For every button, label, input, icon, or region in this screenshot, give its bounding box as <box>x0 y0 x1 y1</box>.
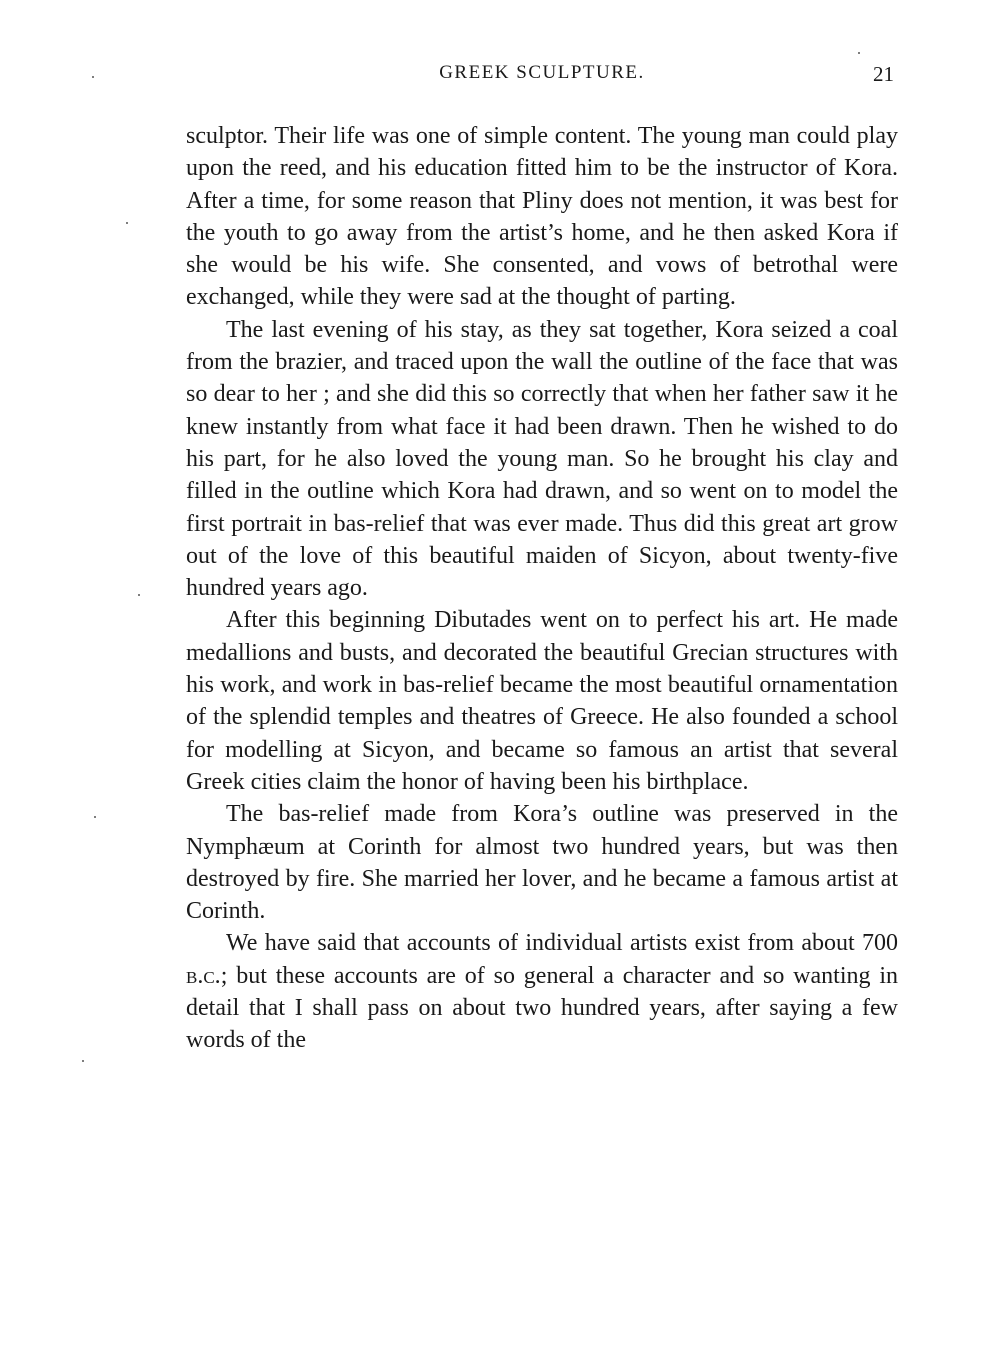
paragraph-1: sculptor. Their life was one of simple content. The young man could play upon the reed, and his education fitted him to be the instructor of Kora. After a time, for some reason that Pliny does not mention, it was best for the youth to go away from the artist’s home, and he then asked Kora if she would be his wife. She consented, and vows of betrothal were exchanged, while they were sad at the thought of parting. <box>186 123 898 311</box>
page-number: 21 <box>873 62 894 86</box>
scan-speck <box>126 222 128 224</box>
scan-speck <box>858 52 860 54</box>
paragraph-5-text-before: We have said that accounts of individual artists exist from about 700 <box>226 930 898 957</box>
scan-speck <box>92 76 94 78</box>
scan-speck <box>138 594 140 596</box>
scan-speck <box>82 1060 84 1062</box>
running-title: GREEK SCULPTURE. <box>439 62 645 83</box>
paragraph-3: After this beginning Dibutades went on to perfect his art. He made medallions and busts, and decorated the beautiful Grecian structures with his work, and work in bas-relief became the most beautiful ornamentation of the splendid temples and theatres of Greece. He also founded a school for modelling at Sicyon, and became so famous an artist that several Greek cities claim the honor of having been his birthplace. <box>186 607 898 795</box>
scan-speck <box>94 816 96 818</box>
body-text <box>186 120 898 1057</box>
paragraph-4: The bas-relief made from Kora’s outline was preserved in the Nymphæum at Corinth for almost two hundred years, but was then destroyed by fire. She married her lover, and he became a famous artist at Corinth. <box>186 801 898 925</box>
paragraph-5-text-after: ; but these accounts are of so general a character and so wanting in detail that I shall pass on about two hundred years, after saying a few words of the <box>186 962 898 1054</box>
paragraph-5 <box>186 927 898 1056</box>
paragraph-2: The last evening of his stay, as they sat together, Kora seized a coal from the brazier, and traced upon the wall the outline of the face that was so dear to her ; and she did this so correctly that when her father saw it he knew instantly from what face it had been drawn. Then he wished to do his part, for he also loved the young man. So he brought his clay and filled in the outline which Kora had drawn, and so went on to model the first portrait in bas-relief that was ever made. Thus did this great art grow out of the love of this beautiful maiden of Sicyon, about twenty-five hundred years ago. <box>186 316 898 602</box>
era-abbreviation: b.c. <box>186 962 221 989</box>
running-head <box>186 62 898 92</box>
